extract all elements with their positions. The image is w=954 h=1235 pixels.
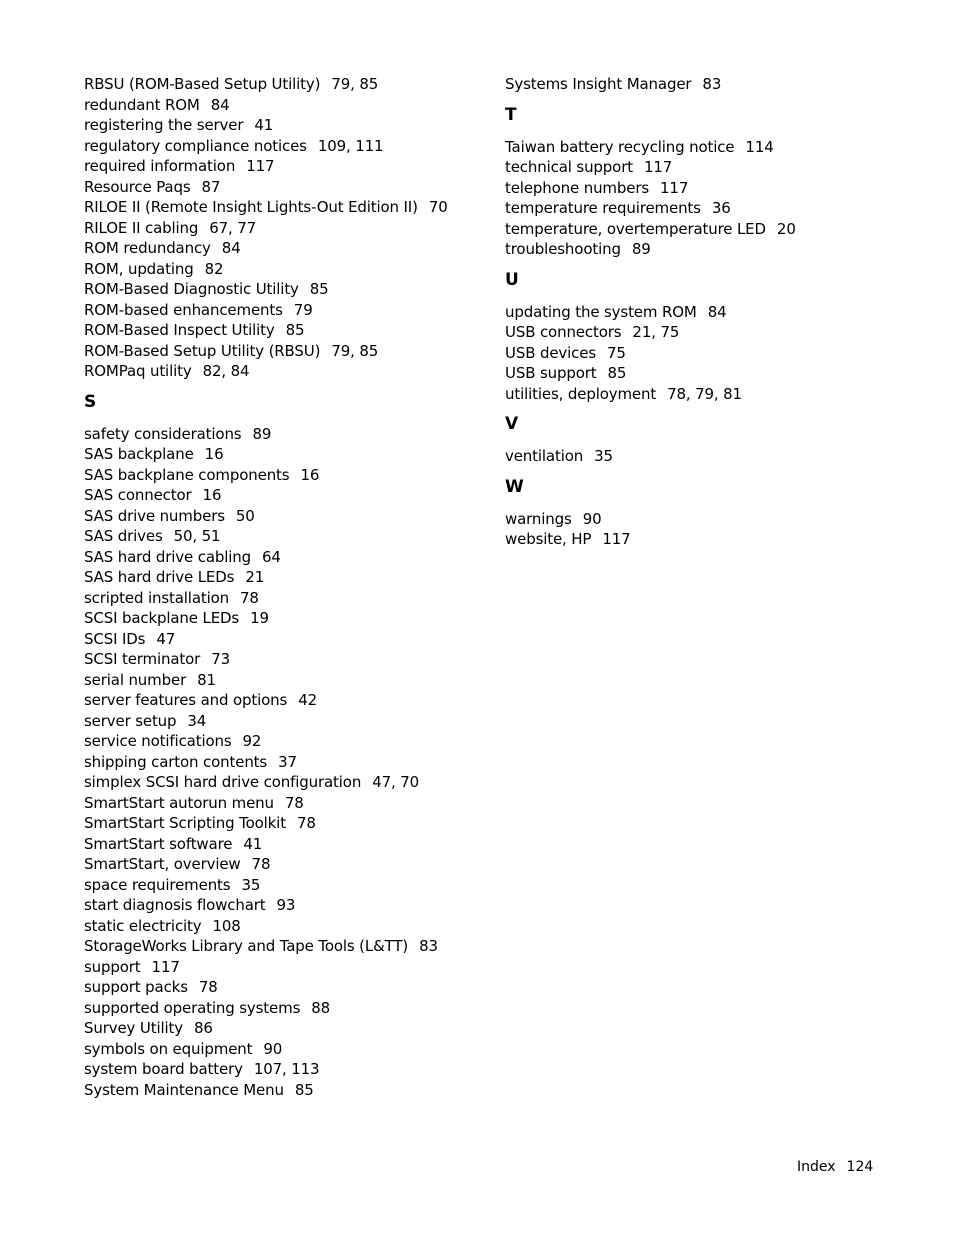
index-page-refs[interactable]: 41 xyxy=(254,116,274,134)
index-entry xyxy=(84,567,484,588)
index-page-refs[interactable]: 78 xyxy=(284,793,304,812)
index-entry xyxy=(505,529,905,550)
index-entry xyxy=(84,424,484,445)
index-page-refs[interactable]: 37 xyxy=(278,752,297,771)
index-entry xyxy=(84,752,484,773)
index-entry xyxy=(84,854,484,875)
index-page-refs[interactable]: 117 xyxy=(643,158,673,176)
index-page-refs[interactable]: 47 xyxy=(156,629,176,648)
index-term: StorageWorks Library and Tape Tools (L&TT) xyxy=(84,937,409,955)
index-page-refs[interactable]: 88 xyxy=(311,998,331,1017)
index-page-refs[interactable]: 16 xyxy=(202,486,222,504)
index-term: RILOE II cabling xyxy=(84,218,199,237)
index-entry xyxy=(505,198,905,219)
index-entry xyxy=(84,998,484,1019)
index-page-refs[interactable]: 20 xyxy=(776,219,796,238)
index-page-refs[interactable]: 21, 75 xyxy=(632,323,680,341)
index-page-refs[interactable]: 64 xyxy=(262,547,281,566)
index-page-refs[interactable]: 85 xyxy=(294,1080,314,1099)
index-right-column xyxy=(505,74,905,550)
index-term: telephone numbers xyxy=(505,178,650,197)
index-term: regulatory compliance notices xyxy=(84,136,307,155)
index-entry xyxy=(84,115,484,136)
index-entry xyxy=(84,875,484,896)
index-term: support packs xyxy=(84,978,188,996)
index-page-refs[interactable]: 114 xyxy=(745,137,774,156)
index-term: warnings xyxy=(505,509,572,528)
index-entry xyxy=(84,465,484,486)
index-term: redundant ROM xyxy=(84,95,200,114)
index-term: USB support xyxy=(505,364,597,382)
index-group xyxy=(505,74,905,95)
index-term: SmartStart Scripting Toolkit xyxy=(84,814,286,832)
index-entry xyxy=(505,446,905,467)
index-page-refs[interactable]: 79 xyxy=(293,300,313,319)
index-page-refs[interactable]: 108 xyxy=(212,916,241,935)
index-entry xyxy=(84,1039,484,1060)
index-page-refs[interactable]: 34 xyxy=(187,711,207,730)
index-term: SCSI terminator xyxy=(84,650,201,668)
index-term: system board battery xyxy=(84,1060,243,1078)
index-entry xyxy=(84,1080,484,1101)
index-entry xyxy=(84,649,484,670)
index-page-refs[interactable]: 81 xyxy=(197,670,216,689)
index-entry xyxy=(84,506,484,527)
index-letter-heading: V xyxy=(505,414,519,434)
index-entry xyxy=(505,322,905,343)
index-entry xyxy=(505,137,905,158)
index-term: SmartStart autorun menu xyxy=(84,793,274,812)
index-term: troubleshooting xyxy=(505,240,621,258)
index-page-refs[interactable]: 50, 51 xyxy=(173,527,221,545)
index-entry xyxy=(84,156,484,177)
index-page-refs[interactable]: 107, 113 xyxy=(253,1060,320,1078)
index-page-refs[interactable]: 85 xyxy=(285,321,305,339)
index-letter-heading: T xyxy=(505,104,517,125)
index-term: technical support xyxy=(505,158,633,176)
index-term: utilities, deployment xyxy=(505,384,657,403)
index-term: temperature, overtemperature LED xyxy=(505,219,766,238)
index-term: updating the system ROM xyxy=(505,302,697,321)
index-term: registering the server xyxy=(84,116,244,134)
index-page-refs[interactable]: 90 xyxy=(582,509,602,528)
index-left-column xyxy=(84,74,484,1100)
index-page-refs[interactable]: 117 xyxy=(246,157,275,175)
index-entry xyxy=(84,629,484,650)
index-page-refs[interactable]: 117 xyxy=(151,957,180,976)
index-entry xyxy=(505,509,905,530)
index-entry xyxy=(84,136,484,157)
index-term: support xyxy=(84,957,141,976)
index-group-s xyxy=(84,392,484,1101)
index-entry xyxy=(84,300,484,321)
index-group-v xyxy=(505,414,905,467)
index-entry xyxy=(84,526,484,547)
index-term: USB connectors xyxy=(505,323,622,341)
index-page-refs[interactable]: 78 xyxy=(198,978,218,996)
index-page-refs[interactable]: 79, 85 xyxy=(331,75,379,93)
index-entry xyxy=(84,444,484,465)
index-page-refs[interactable]: 79, 85 xyxy=(331,341,379,360)
index-page-refs[interactable]: 47, 70 xyxy=(372,773,419,791)
index-group xyxy=(84,74,484,382)
index-entry xyxy=(84,361,484,382)
index-term: ROM, updating xyxy=(84,259,194,278)
index-term: RBSU (ROM-Based Setup Utility) xyxy=(84,75,321,93)
index-letter-heading: W xyxy=(505,476,524,497)
index-entry xyxy=(84,1018,484,1039)
index-page-refs[interactable]: 109, 111 xyxy=(317,136,384,155)
index-term: ROM-Based Inspect Utility xyxy=(84,321,275,339)
index-page-refs[interactable]: 70 xyxy=(428,198,448,216)
index-term: SAS drive numbers xyxy=(84,506,225,525)
index-page-refs[interactable]: 42 xyxy=(298,691,317,709)
index-entry xyxy=(505,302,905,323)
index-entry xyxy=(84,341,484,362)
index-term: SmartStart software xyxy=(84,834,233,853)
index-entry xyxy=(505,157,905,178)
index-term: ventilation xyxy=(505,447,584,465)
index-entry xyxy=(84,793,484,814)
index-entry xyxy=(84,977,484,998)
index-entry xyxy=(84,957,484,978)
index-page-refs[interactable]: 41 xyxy=(243,834,263,853)
index-entry xyxy=(84,74,484,95)
index-entry xyxy=(84,279,484,300)
index-term: ROM-Based Setup Utility (RBSU) xyxy=(84,341,321,360)
index-page-refs[interactable]: 89 xyxy=(631,240,651,258)
index-letter-heading: U xyxy=(505,269,519,290)
index-entry xyxy=(84,670,484,691)
index-entry xyxy=(505,384,905,405)
index-entry xyxy=(505,219,905,240)
index-page-refs[interactable]: 92 xyxy=(242,732,262,750)
footer-page-number: 124 xyxy=(846,1159,874,1175)
index-entry xyxy=(84,731,484,752)
index-term: service notifications xyxy=(84,732,232,750)
index-term: static electricity xyxy=(84,916,202,935)
index-entry xyxy=(84,772,484,793)
index-page-refs[interactable]: 78 xyxy=(240,588,259,607)
index-page-refs[interactable]: 36 xyxy=(711,199,731,217)
index-page-refs[interactable]: 16 xyxy=(300,465,320,484)
index-entry xyxy=(505,343,905,364)
index-page-refs[interactable]: 50 xyxy=(235,506,255,525)
footer-section-label: Index xyxy=(797,1159,836,1175)
index-page-refs[interactable]: 82, 84 xyxy=(202,362,250,380)
index-page-refs[interactable]: 84 xyxy=(221,239,241,257)
index-entry xyxy=(84,197,484,218)
index-term: ROM-Based Diagnostic Utility xyxy=(84,280,299,298)
index-term: SAS backplane xyxy=(84,445,194,463)
index-page-refs[interactable]: 16 xyxy=(204,445,224,463)
index-entry xyxy=(84,916,484,937)
index-term: website, HP xyxy=(505,530,592,548)
index-term: System Maintenance Menu xyxy=(84,1080,284,1099)
index-term: start diagnosis flowchart xyxy=(84,896,266,914)
index-page-refs[interactable]: 78 xyxy=(296,814,316,832)
index-page-refs[interactable]: 85 xyxy=(309,280,329,298)
index-page-refs[interactable]: 90 xyxy=(263,1039,283,1058)
index-term: space requirements xyxy=(84,875,231,894)
index-term: USB devices xyxy=(505,343,596,362)
index-term: server setup xyxy=(84,711,177,730)
index-term: SCSI IDs xyxy=(84,629,146,648)
index-page-refs[interactable]: 89 xyxy=(252,424,272,443)
index-page-refs[interactable]: 75 xyxy=(607,343,626,362)
index-entry xyxy=(84,813,484,834)
index-term: simplex SCSI hard drive configuration xyxy=(84,773,362,791)
index-entry xyxy=(84,936,484,957)
index-term: safety considerations xyxy=(84,424,242,443)
index-page-refs[interactable]: 85 xyxy=(607,364,627,382)
index-term: ROM redundancy xyxy=(84,239,211,257)
index-term: supported operating systems xyxy=(84,998,301,1017)
index-entry xyxy=(84,95,484,116)
index-entry xyxy=(84,895,484,916)
index-term: required information xyxy=(84,157,236,175)
index-term: Taiwan battery recycling notice xyxy=(505,137,735,156)
index-entry xyxy=(84,547,484,568)
index-page-refs[interactable]: 78 xyxy=(251,855,271,873)
index-group-u xyxy=(505,270,905,405)
index-term: Survey Utility xyxy=(84,1019,183,1037)
index-entry xyxy=(505,74,905,95)
index-page-refs[interactable]: 67, 77 xyxy=(209,218,257,237)
index-term: temperature requirements xyxy=(505,199,701,217)
index-page-refs[interactable]: 78, 79, 81 xyxy=(667,384,742,403)
index-page-refs[interactable]: 117 xyxy=(660,178,689,197)
index-term: ROM-based enhancements xyxy=(84,300,283,319)
index-page-refs[interactable]: 21 xyxy=(245,568,265,586)
index-entry xyxy=(505,363,905,384)
index-page-refs[interactable]: 73 xyxy=(211,650,230,668)
index-group-w xyxy=(505,477,905,550)
index-entry xyxy=(505,178,905,199)
index-term: SCSI backplane LEDs xyxy=(84,609,240,627)
index-page-refs[interactable]: 87 xyxy=(201,177,221,196)
index-page-refs[interactable]: 86 xyxy=(193,1019,213,1037)
index-term: ROMPaq utility xyxy=(84,362,192,380)
index-page-refs[interactable]: 19 xyxy=(250,609,269,627)
index-page-refs[interactable]: 84 xyxy=(210,95,230,114)
index-term: SAS hard drive cabling xyxy=(84,547,251,566)
index-term: SAS backplane components xyxy=(84,465,290,484)
index-term: SmartStart, overview xyxy=(84,855,241,873)
index-group-t xyxy=(505,105,905,260)
index-entry xyxy=(84,608,484,629)
index-term: server features and options xyxy=(84,691,288,709)
index-term: SAS hard drive LEDs xyxy=(84,568,235,586)
index-entry xyxy=(84,218,484,239)
index-entry xyxy=(84,238,484,259)
index-entry xyxy=(84,588,484,609)
page-footer xyxy=(797,1157,873,1177)
index-term: SAS drives xyxy=(84,527,163,545)
index-term: shipping carton contents xyxy=(84,752,268,771)
index-entry xyxy=(84,834,484,855)
index-entry xyxy=(84,690,484,711)
index-page-refs[interactable]: 83 xyxy=(419,937,438,955)
index-page-refs[interactable]: 93 xyxy=(276,896,296,914)
index-page-refs[interactable]: 35 xyxy=(241,875,261,894)
index-entry xyxy=(505,239,905,260)
index-term: Systems Insight Manager xyxy=(505,75,692,93)
index-entry xyxy=(84,485,484,506)
index-entry xyxy=(84,1059,484,1080)
index-page-refs[interactable]: 82 xyxy=(204,259,224,278)
index-entry xyxy=(84,177,484,198)
index-term: serial number xyxy=(84,670,187,689)
index-term: symbols on equipment xyxy=(84,1039,253,1058)
index-term: scripted installation xyxy=(84,588,229,607)
index-term: Resource Paqs xyxy=(84,177,191,196)
index-page-refs[interactable]: 83 xyxy=(702,75,722,93)
index-entry xyxy=(84,259,484,280)
index-term: RILOE II (Remote Insight Lights-Out Edition II) xyxy=(84,198,418,216)
index-term: SAS connector xyxy=(84,486,192,504)
index-page-refs[interactable]: 35 xyxy=(594,447,613,465)
index-entry xyxy=(84,711,484,732)
index-page-refs[interactable]: 117 xyxy=(602,530,631,548)
index-page-refs[interactable]: 84 xyxy=(707,302,727,321)
index-letter-heading: S xyxy=(84,391,97,412)
index-entry xyxy=(84,320,484,341)
